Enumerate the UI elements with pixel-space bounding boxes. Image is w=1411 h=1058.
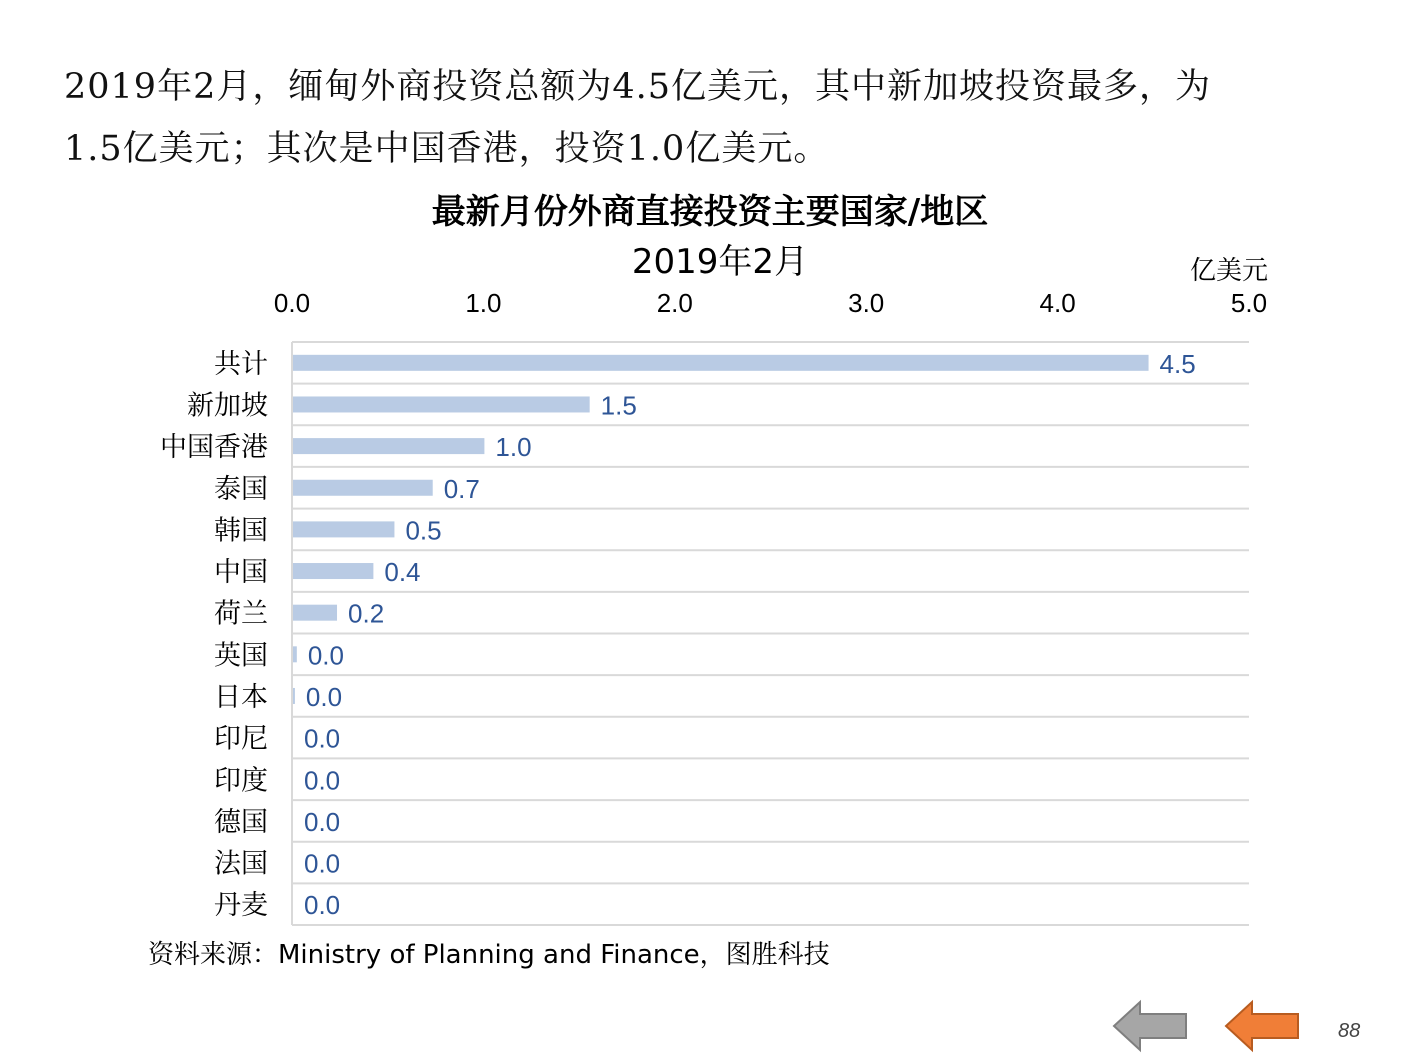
bar <box>293 646 297 662</box>
bar <box>293 438 484 454</box>
chart-title: 最新月份外商直接投资主要国家/地区 <box>431 192 989 232</box>
bar <box>293 355 1149 371</box>
category-label: 韩国 <box>214 515 268 547</box>
bar <box>293 396 590 412</box>
x-tick-label: 0.0 <box>273 288 311 318</box>
data-label: 0.0 <box>304 806 341 837</box>
data-label: 1.0 <box>495 432 532 463</box>
data-label: 0.4 <box>384 557 421 588</box>
data-label: 0.0 <box>304 765 341 796</box>
bar <box>293 688 295 704</box>
unit-label: 亿美元 <box>1190 256 1269 286</box>
category-label: 印尼 <box>214 723 268 755</box>
category-label: 英国 <box>214 640 268 672</box>
data-label: 4.5 <box>1159 348 1196 379</box>
category-label: 丹麦 <box>214 890 268 922</box>
source-note: 资料来源：Ministry of Planning and Finance，图胜科技 <box>148 940 830 970</box>
left-arrow-icon <box>1114 1002 1186 1050</box>
data-label: 0.0 <box>307 640 344 671</box>
data-label: 0.0 <box>304 723 341 754</box>
intro-line-1: 2019年2月，缅甸外商投资总额为4.5亿美元，其中新加坡投资最多，为 <box>64 67 1212 107</box>
data-label: 0.0 <box>304 890 341 921</box>
category-label: 荷兰 <box>214 598 268 630</box>
intro-line-2: 1.5亿美元；其次是中国香港，投资1.0亿美元。 <box>64 129 830 169</box>
page-number: 88 <box>1338 1020 1361 1042</box>
category-label: 中国香港 <box>160 432 268 464</box>
category-label: 法国 <box>214 848 268 880</box>
category-label: 新加坡 <box>187 390 268 422</box>
category-label: 德国 <box>214 806 268 838</box>
data-label: 1.5 <box>600 390 637 421</box>
x-tick-label: 2.0 <box>656 288 693 318</box>
category-label: 共计 <box>214 348 268 380</box>
previous-arrow-button[interactable] <box>1110 998 1190 1054</box>
bar <box>293 521 394 537</box>
data-label: 0.0 <box>304 848 341 879</box>
x-tick-label: 3.0 <box>848 288 885 318</box>
bar <box>293 605 337 621</box>
chart-subtitle: 2019年2月 <box>631 242 809 282</box>
category-label: 中国 <box>214 557 268 589</box>
category-label: 印度 <box>214 765 268 797</box>
data-label: 0.7 <box>443 473 480 504</box>
x-tick-label: 4.0 <box>1039 288 1076 318</box>
data-label: 0.0 <box>305 681 343 712</box>
bar <box>293 563 373 579</box>
category-label: 泰国 <box>214 473 268 505</box>
bar <box>293 480 433 496</box>
data-label: 0.5 <box>405 515 442 546</box>
x-tick-label: 1.0 <box>465 288 502 318</box>
data-label: 0.2 <box>348 598 385 629</box>
category-label: 日本 <box>214 681 268 713</box>
left-arrow-icon <box>1226 1002 1298 1050</box>
next-arrow-button[interactable] <box>1222 998 1302 1054</box>
x-tick-label: 5.0 <box>1230 288 1268 318</box>
